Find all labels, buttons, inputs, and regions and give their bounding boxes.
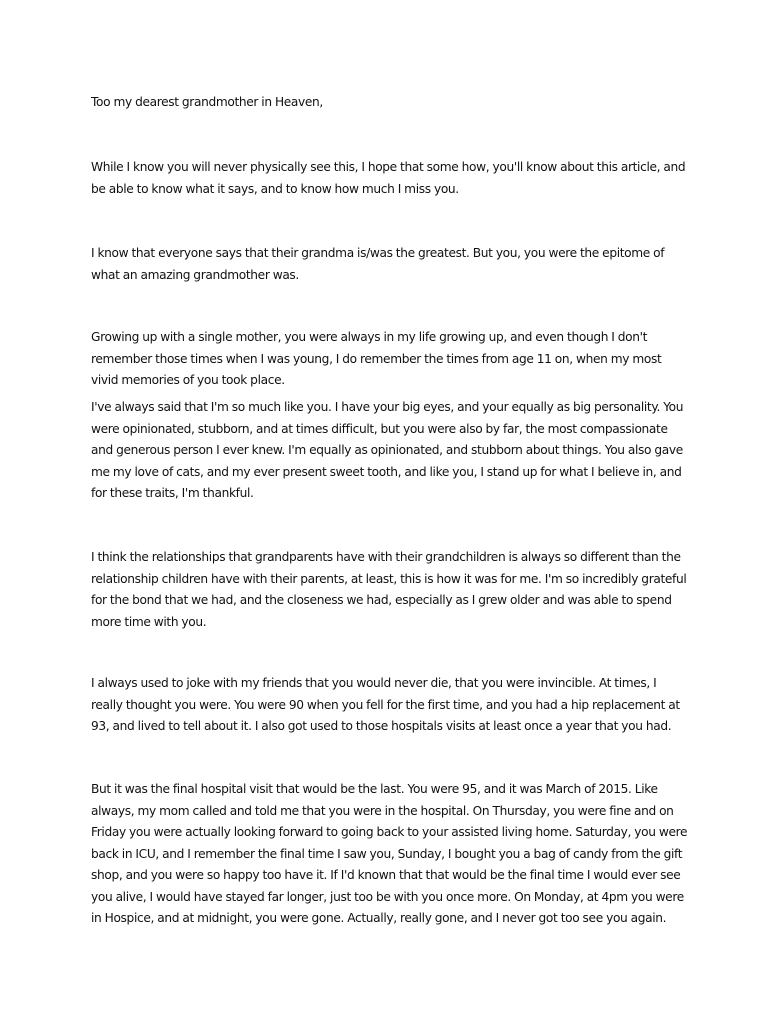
paragraph-5: I think the relationships that grandparents have with their grandchildren is always so different than the relationship children have with their parents, at least, this is how it was for me. I'm so incredibly grateful for the bond that we had, and the closeness we had, especially as I grew older and was able to spend more time with you. bbox=[91, 550, 687, 629]
paragraph-1: While I know you will never physically see this, I hope that some how, you'll know about this article, and be able to know what it says, and to know how much I miss you. bbox=[91, 160, 686, 196]
paragraph-3: Growing up with a single mother, you were always in my life growing up, and even though I don't remember those times when I was young, I do remember the times from age 11 on, when my most vivid memories of you took place. bbox=[91, 330, 662, 387]
paragraph-7: But it was the final hospital visit that would be the last. You were 95, and it was March of 2015. Like always, my mom called and told me that you were in the hospital. On Thursday, you were fine and on Friday you were actually looking forward to going back to your assisted living home. Saturday, you were back in ICU, and I remember the final time I saw you, Sunday, I bought you a bag of candy from the gift shop, and you were so happy too have it. If I'd known that that would be the final time I would ever see you alive, I would have stayed far longer, just too be with you once more. On Monday, at 4pm you were in Hospice, and at midnight, you were gone. Actually, really gone, and I never got too see you again. bbox=[91, 782, 688, 925]
paragraph-2: I know that everyone says that their grandma is/was the greatest. But you, you were the epitome of what an amazing grandmother was. bbox=[91, 246, 665, 282]
paragraph-4: I've always said that I'm so much like you. I have your big eyes, and your equally as big personality. You were opinionated, stubborn, and at times difficult, but you were also by far, the most compassionate and generous person I ever knew. I'm equally as opinionated, and stubborn about things. You also gave me my love of cats, and my ever present sweet tooth, and like you, I stand up for what I believe in, and for these traits, I'm thankful. bbox=[91, 400, 684, 500]
paragraph-6: I always used to joke with my friends that you would never die, that you were invincible. At times, I really thought you were. You were 90 when you fell for the first time, and you had a hip replacement at 93, and lived to tell about it. I also got used to those hospitals visits at least once a year that you had. bbox=[91, 676, 680, 733]
salutation: Too my dearest grandmother in Heaven, bbox=[91, 95, 323, 109]
